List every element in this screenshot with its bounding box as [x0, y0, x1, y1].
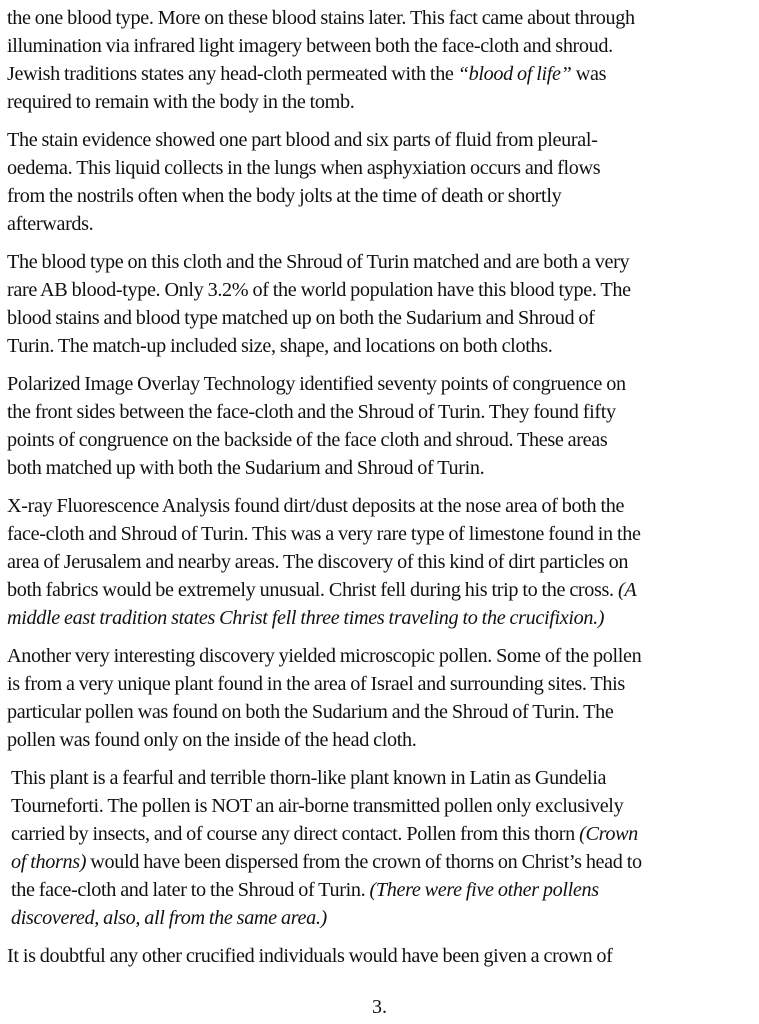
text-line: area of Jerusalem and nearby areas. The discovery of this kind of dirt particles on [7, 551, 629, 573]
text-line: required to remain with the body in the tomb. [7, 91, 355, 113]
text-line: The blood type on this cloth and the Shroud of Turin matched and are both a very [7, 251, 630, 273]
text-line: both matched up with both the Sudarium and Shroud of Turin. [7, 457, 485, 479]
text-line: carried by insects, and of course any direct contact. Pollen from this thorn (Crown [11, 823, 638, 845]
text-line: from the nostrils often when the body jolts at the time of death or shortly [7, 185, 562, 207]
text-line: face-cloth and Shroud of Turin. This was a very rare type of limestone found in the [7, 523, 641, 545]
text-line: illumination via infrared light imagery between both the face-cloth and shroud. [7, 35, 613, 57]
text-line: It is doubtful any other crucified individuals would have been given a crown of [7, 945, 613, 967]
text-line [11, 904, 755, 932]
italic-text: (There were five other pollens [369, 879, 599, 901]
text-line: the front sides between the face-cloth and the Shroud of Turin. They found fifty [7, 401, 616, 423]
text-line: Tourneforti. The pollen is NOT an air-borne transmitted pollen only exclusively [11, 795, 624, 817]
text-line: Turin. The match-up included size, shape, and locations on both cloths. [7, 335, 553, 357]
text-line: both fabrics would be extremely unusual. Christ fell during his trip to the cross. (A [7, 579, 637, 601]
italic-text: discovered, also, all from the same area.) [11, 907, 327, 929]
text-line: oedema. This liquid collects in the lungs when asphyxiation occurs and flows [7, 157, 601, 179]
paragraph [7, 4, 755, 116]
italic-text: of thorns) [11, 851, 87, 873]
text-line: of thorns) would have been dispersed from the crown of thorns on Christ’s head to [11, 851, 642, 873]
text-line [7, 604, 755, 632]
italic-text: (A [617, 579, 637, 601]
text-line: the one blood type. More on these blood stains later. This fact came about through [7, 7, 635, 29]
paragraph [7, 370, 755, 482]
text-line: the face-cloth and later to the Shroud of Turin. (There were five other pollens [11, 879, 599, 901]
text-line: X-ray Fluorescence Analysis found dirt/dust deposits at the nose area of both the [7, 495, 625, 517]
paragraph [7, 764, 755, 932]
text-line: afterwards. [7, 213, 94, 235]
text-line: points of congruence on the backside of the face cloth and shroud. These areas [7, 429, 608, 451]
paragraph [7, 492, 755, 632]
text-line: rare AB blood-type. Only 3.2% of the world population have this blood type. The [7, 279, 631, 301]
text-line: The stain evidence showed one part blood and six parts of fluid from pleural- [7, 129, 598, 151]
text-line: particular pollen was found on both the Sudarium and the Shroud of Turin. The [7, 701, 614, 723]
page-number: 3. [372, 996, 387, 1018]
italic-text: middle east tradition states Christ fell three times traveling to the crucifixion.) [7, 607, 605, 629]
paragraph [7, 642, 755, 754]
text-line: Polarized Image Overlay Technology identified seventy points of congruence on [7, 373, 626, 395]
paragraph [7, 248, 755, 360]
italic-text: “blood of life” [457, 63, 572, 85]
text-line: blood stains and blood type matched up on both the Sudarium and Shroud of [7, 307, 595, 329]
text-line: pollen was found only on the inside of the head cloth. [7, 729, 417, 751]
document-page [7, 4, 755, 980]
text-line: Another very interesting discovery yielded microscopic pollen. Some of the pollen [7, 645, 642, 667]
text-line: This plant is a fearful and terrible thorn-like plant known in Latin as Gundelia [11, 767, 607, 789]
paragraph [7, 942, 755, 970]
text-line: Jewish traditions states any head-cloth permeated with the “blood of life” was [7, 63, 607, 85]
italic-text: (Crown [579, 823, 638, 845]
text-line: is from a very unique plant found in the area of Israel and surrounding sites. This [7, 673, 625, 695]
paragraph [7, 126, 755, 238]
